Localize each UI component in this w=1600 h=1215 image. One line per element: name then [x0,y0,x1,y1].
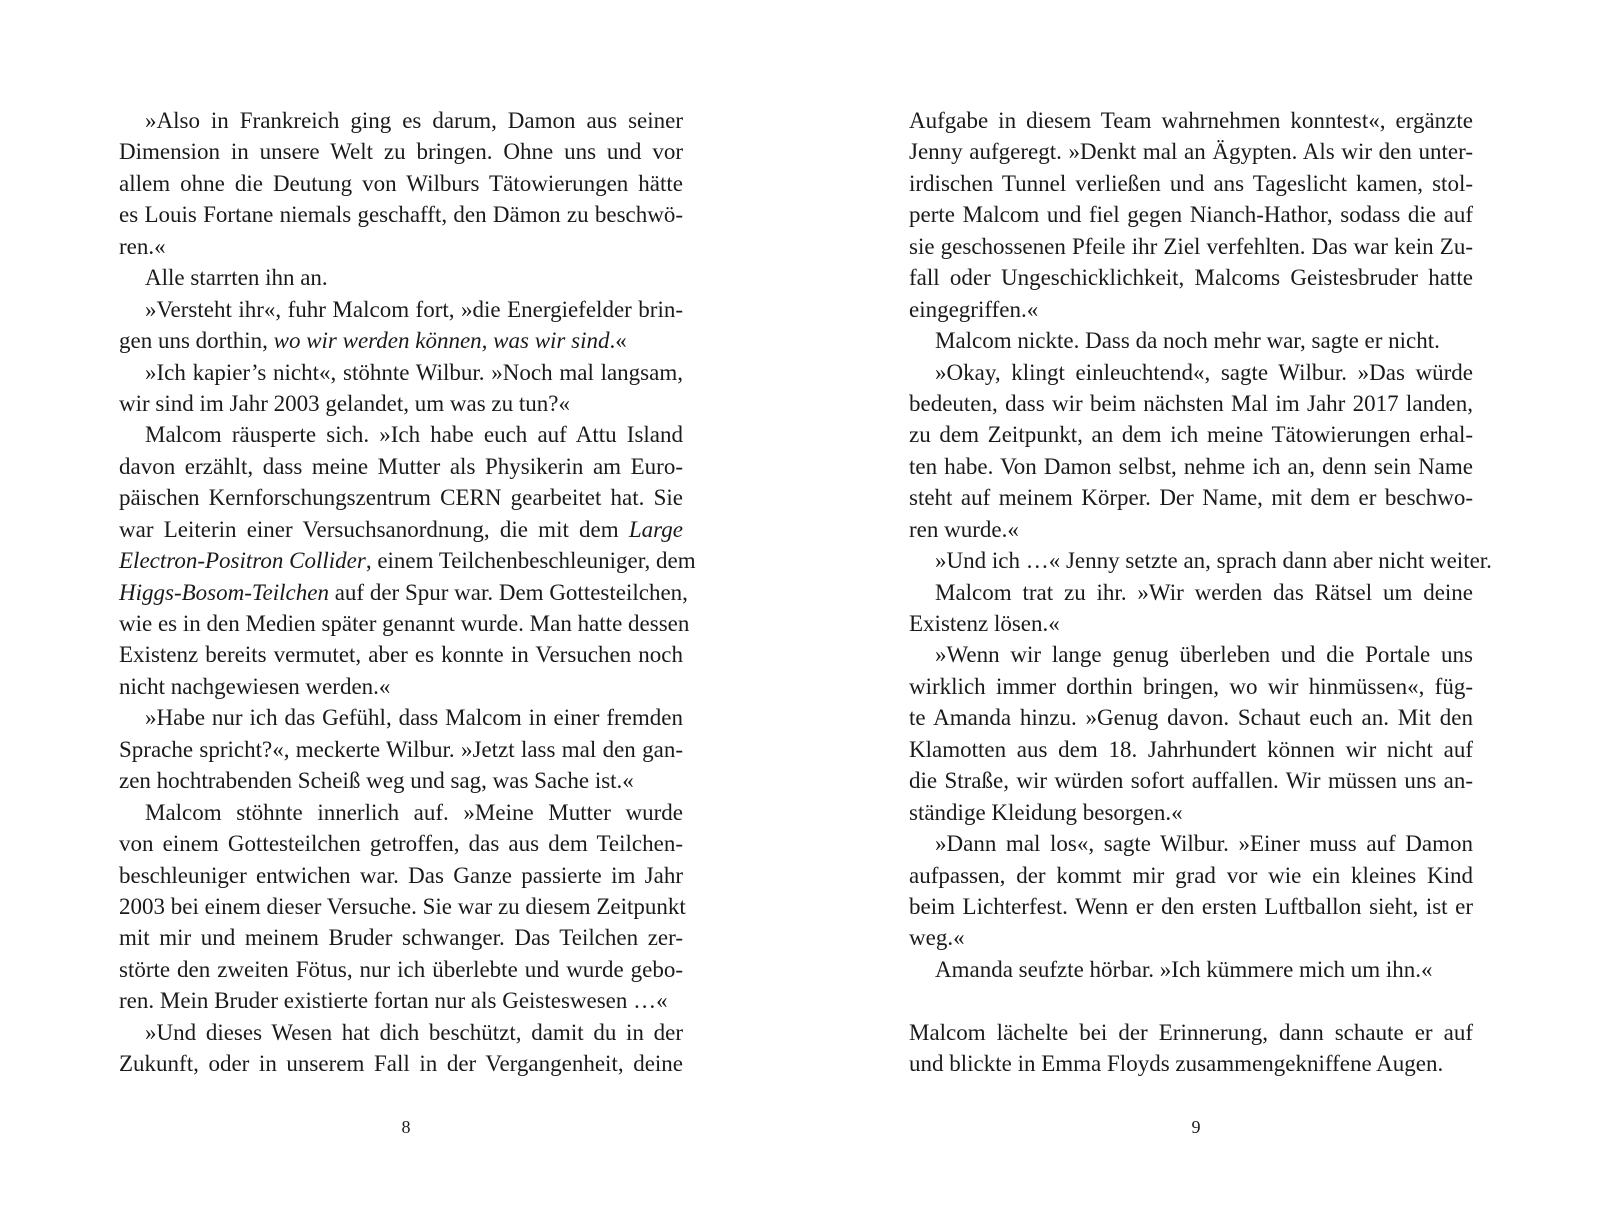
text-line [909,702,1473,733]
text-line [909,168,1473,199]
text-line [909,734,1473,765]
text-line [119,451,683,482]
text-line [119,199,683,230]
text-segment: »Also in Frankreich ging es darum, Damon aus seiner [145,108,683,133]
paragraph-break [909,985,1473,1016]
text-segment: war Leiterin einer Versuchsanordnung, die mit dem [119,516,629,542]
italic-text: wo wir werden können, was wir sind [273,328,610,354]
text-segment: es Louis Fortane niemals geschafft, den Dämon zu beschwö- [119,202,683,228]
text-line [119,954,683,985]
text-line [119,1048,683,1079]
text-line [909,199,1473,230]
text-line [119,985,683,1016]
text-segment: bedeuten, dass wir beim nächsten Mal im Jahr 2017 landen, [909,390,1473,416]
text-segment: perte Malcom und fiel gegen Nianch-Hathor, sodass die auf [909,202,1473,228]
text-segment: von einem Gottesteilchen getroffen, das aus dem Teilchen- [119,831,683,857]
text-segment: störte den zweiten Fötus, nur ich überlebte und wurde gebo- [119,956,683,982]
text-segment: ren. Mein Bruder existierte fortan nur als Geisteswesen …« [119,988,668,1014]
text-line [909,922,1473,953]
text-line [909,325,1473,356]
text-line [909,860,1473,891]
text-line [119,482,683,513]
text-line [909,671,1473,702]
text-segment: allem ohne die Deutung von Wilburs Tätowierungen hätte [119,170,683,196]
text-line [909,765,1473,796]
text-segment: , einem Teilchenbeschleuniger, dem [365,548,696,574]
text-segment: mit mir und meinem Bruder schwanger. Das Teilchen zer- [119,925,683,951]
text-line [909,828,1473,859]
text-segment: ren wurde.« [909,516,1019,542]
text-segment: »Okay, klingt einleuchtend«, sagte Wilbur. »Das würde [935,359,1473,385]
text-segment: sie geschossenen Pfeile ihr Ziel verfehlten. Das war kein Zu- [909,233,1473,259]
text-segment: Sprache spricht?«, meckerte Wilbur. »Jetzt lass mal den gan- [119,736,683,762]
text-line [119,325,683,356]
text-segment: gen uns dorthin, [119,328,274,354]
text-segment: beim Lichterfest. Wenn er den ersten Luftballon sieht, ist er [909,893,1473,919]
text-segment: zu dem Zeitpunkt, an dem ich meine Tätowierungen erhal- [909,422,1473,448]
text-segment: Aufgabe in diesem Team wahrnehmen konntest«, ergänzte [909,108,1473,133]
text-line [909,262,1473,293]
text-line [119,231,683,262]
text-segment: Existenz bereits vermutet, aber es konnte in Versuchen noch [119,642,683,668]
text-line [119,828,683,859]
text-segment: steht auf meinem Körper. Der Name, mit dem er beschwo- [909,485,1473,511]
text-segment: päischen Kernforschungszentrum CERN gearbeitet hat. Sie [119,485,683,511]
text-line [119,765,683,796]
text-segment: ren.« [119,233,166,259]
text-segment: Amanda seufzte hörbar. »Ich kümmere mich um ihn.« [935,956,1433,982]
text-line [119,577,688,608]
text-line [909,639,1473,670]
text-line [909,105,1473,136]
text-line [909,357,1473,388]
text-segment: »Und ich …« Jenny setzte an, sprach dann aber nicht weiter. [935,548,1492,574]
text-line [119,671,683,702]
text-segment: irdischen Tunnel verließen und ans Tageslicht kamen, stol- [909,170,1473,196]
text-segment: Malcom nickte. Dass da noch mehr war, sagte er nicht. [935,328,1440,354]
text-segment: Malcom stöhnte innerlich auf. »Meine Mutter wurde [145,799,683,825]
text-line [909,482,1473,513]
text-segment: »Versteht ihr«, fuhr Malcom fort, »die Energiefelder brin- [145,296,683,322]
text-segment: auf der Spur war. Dem Gottesteilchen, [328,579,688,605]
text-line [909,577,1473,608]
text-line [909,1017,1473,1048]
text-line [909,514,1473,545]
text-line [119,294,683,325]
text-segment: wir sind im Jahr 2003 gelandet, um was zu tun?« [119,390,570,416]
text-segment: zen hochtrabenden Scheiß weg und sag, was Sache ist.« [119,768,634,794]
text-line [909,231,1473,262]
text-segment: »Wenn wir lange genug überleben und die Portale uns [935,642,1473,668]
text-line [119,734,683,765]
text-line [119,860,683,891]
text-segment: Klamotten aus dem 18. Jahrhundert können wir nicht auf [909,736,1473,762]
text-line [909,545,1492,576]
text-segment: davon erzählt, dass meine Mutter als Physikerin am Euro- [119,453,683,479]
text-line [119,388,683,419]
text-segment: nicht nachgewiesen werden.« [119,673,391,699]
text-segment: te Amanda hinzu. »Genug davon. Schaut euch an. Mit den [909,705,1473,731]
text-segment: Malcom lächelte bei der Erinnerung, dann schaute er auf [909,1019,1473,1045]
text-line [119,357,683,388]
right-page-number: 9 [1191,1117,1201,1137]
text-line [119,797,683,828]
text-line [119,545,696,576]
text-line [119,1017,683,1048]
text-segment: Alle starrten ihn an. [145,265,328,291]
left-page-number: 8 [401,1117,411,1137]
text-segment: Malcom trat zu ihr. »Wir werden das Rätsel um deine [935,579,1473,605]
text-segment: »Ich kapier’s nicht«, stöhnte Wilbur. »Noch mal langsam, [145,359,683,385]
text-line [119,922,683,953]
text-line [909,608,1473,639]
text-segment: und blickte in Emma Floyds zusammengekniffene Augen. [909,1051,1444,1077]
text-segment: .« [609,328,627,354]
italic-text: Higgs-Bosom-Teilchen [119,579,329,605]
text-line [119,702,683,733]
text-segment: wirklich immer dorthin bringen, wo wir hinmüssen«, füg- [909,673,1473,699]
text-segment: Existenz lösen.« [909,611,1060,636]
text-segment: ten habe. Von Damon selbst, nehme ich an, denn sein Name [909,453,1473,479]
text-line [909,891,1473,922]
text-line [119,514,683,545]
text-segment: beschleuniger entwichen war. Das Ganze passierte im Jahr [119,862,683,888]
text-line [909,954,1473,985]
text-line [909,797,1473,828]
text-line [909,136,1473,167]
text-line [119,419,683,450]
text-segment: ständige Kleidung besorgen.« [909,799,1183,825]
text-segment: die Straße, wir würden sofort auffallen. Wir müssen uns an- [909,768,1473,794]
text-segment: »Dann mal los«, sagte Wilbur. »Einer muss auf Damon [935,831,1473,857]
text-segment: »Habe nur ich das Gefühl, dass Malcom in einer fremden [145,705,683,731]
text-line [119,608,690,639]
text-segment: Zukunft, oder in unserem Fall in der Vergangenheit, deine [119,1051,683,1077]
left-page-text [119,105,696,1080]
text-segment: fall oder Ungeschicklichkeit, Malcoms Geistesbruder hatte [909,265,1473,291]
text-line [909,451,1473,482]
text-segment: Malcom räusperte sich. »Ich habe euch auf Attu Island [145,422,683,448]
text-line [909,388,1473,419]
text-segment: 2003 bei einem dieser Versuche. Sie war zu diesem Zeitpunkt [119,893,686,919]
text-segment: eingegriffen.« [909,296,1039,322]
text-line [119,262,683,293]
right-page-text [909,105,1492,1080]
text-segment: aufpassen, der kommt mir grad vor wie ein kleines Kind [909,862,1473,888]
text-line [909,419,1473,450]
text-line [119,136,683,167]
text-segment: Dimension in unsere Welt zu bringen. Ohne uns und vor [119,139,683,165]
text-segment: wie es in den Medien später genannt wurde. Man hatte dessen [119,611,690,636]
text-line [119,891,686,922]
italic-text: Large [628,516,683,542]
text-segment: Jenny aufgeregt. »Denkt mal an Ägypten. Als wir den unter- [909,139,1473,165]
text-line [119,105,683,136]
text-line [909,294,1473,325]
text-line [909,1048,1473,1079]
text-segment: »Und dieses Wesen hat dich beschützt, damit du in der [145,1019,683,1045]
text-line [119,639,683,670]
italic-text: Electron-Positron Collider [119,548,366,574]
text-segment: weg.« [909,925,965,951]
text-line [119,168,683,199]
